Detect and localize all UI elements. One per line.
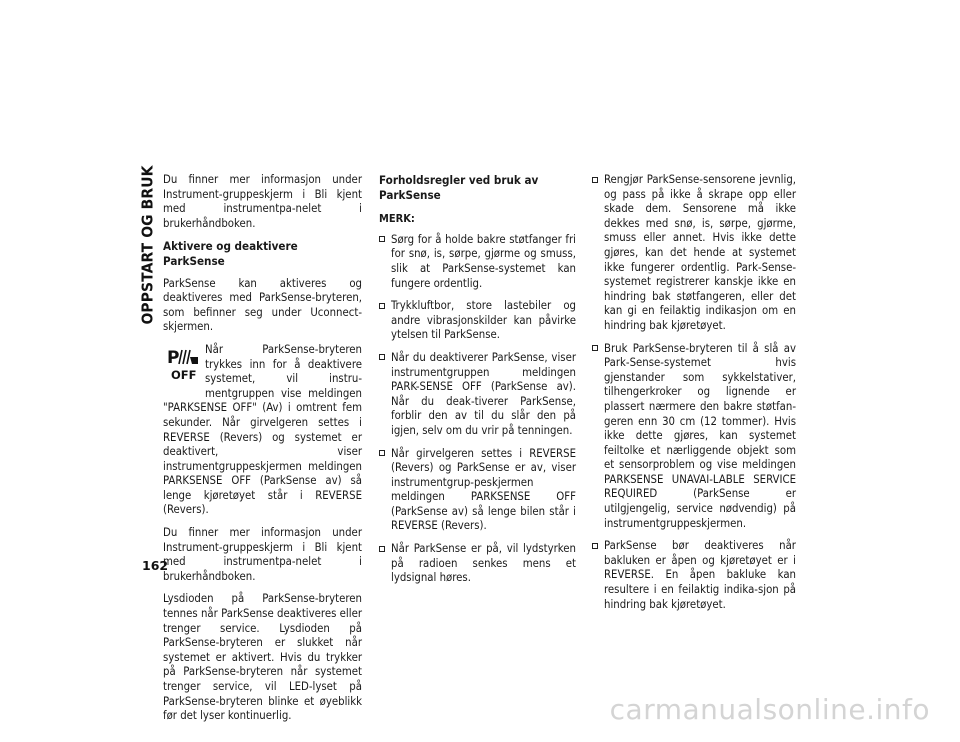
checkbox-bullet-icon <box>592 345 598 351</box>
paragraph-switch-location: ParkSense kan aktiveres og deaktiveres med ParkSense-bryteren, som befinner seg under Uconnect-skjermen. <box>163 276 362 334</box>
list-item: Når du deaktiverer ParkSense, viser instrumentgruppen meldingen PARK-SENSE OFF (ParkSense av). Når du deak-tiverer ParkSense, forblir den av til du slår den på igjen, selv om du vrir på tenningen. <box>379 351 576 439</box>
note-label: MERK: <box>379 212 415 226</box>
parksense-off-label: OFF <box>171 367 197 382</box>
page-number: 162 <box>142 558 169 573</box>
heading-activate-deactivate: Aktivere og deaktivere ParkSense <box>163 239 298 268</box>
checkbox-bullet-icon <box>379 450 385 456</box>
list-item: ParkSense bør deaktiveres når bakluken er åpen og kjøretøyet er i REVERSE. En åpen bakluke kan resultere i en feilaktig indika-sjon på hindring bak kjøretøyet. <box>592 539 796 612</box>
checkbox-bullet-icon <box>379 236 385 242</box>
paragraph-more-info: Du finner mer informasjon under Instrument-gruppeskjerm i Bli kjent med instrumentpa-nelet i brukerhåndboken. <box>163 526 362 583</box>
parksense-off-icon <box>163 344 203 388</box>
list-item: Rengjør ParkSense-sensorene jevnlig, og pass på ikke å skrape opp eller skade dem. Sensorene må ikke dekkes med snø, is, sørpe, gjørme, smuss eller annet. Hvis ikke dette gjøres, kan det hende at systemet ikke fungerer ordentlig. Park-Sense-systemet registrerer kanskje ikke en hindring bak støtfangeren, eller det kan gi en feilaktig indikasjon om en hindring bak kjøretøyet. <box>592 173 796 334</box>
switch-pressed-text: Når ParkSense-bryteren trykkes inn for å deaktivere systemet, vil instru-mentgruppen vise meldingen "PARKSENSE OFF" (Av) i omtrent fem sekunder. Når girvelgeren settes i REVERSE (Revers) og systemet er deaktivert, viser instrumentgruppeskjermen meldingen PARKSENSE OFF (ParkSense av) så lenge kjøretøyet står i REVERSE (Revers). <box>163 342 362 517</box>
list-item: Sørg for å holde bakre støtfanger fri for snø, is, sørpe, gjørme og smuss, slik at ParkSense-systemet kan fungere ordentlig. <box>379 233 576 291</box>
list-item: Trykkluftbor, store lastebiler og andre vibrasjonskilder kan påvirke ytelsen til ParkSense. <box>379 299 576 343</box>
section-tab-label: OPPSTART OG BRUK <box>139 165 157 325</box>
precautions-list-continued <box>592 173 796 612</box>
column-middle <box>379 173 576 594</box>
checkbox-bullet-icon <box>379 546 385 552</box>
list-item: Bruk ParkSense-bryteren til å slå av Park-Sense-systemet hvis gjenstander som sykkelstativer, tilhengerkroker og lignende er plassert nærmere den bakre støtfan-geren enn 30 cm (12 tommer). Hvis ikke dette gjøres, kan systemet feiltolke et nærliggende objekt som et sensorproblem og vise meldingen PARKSENSE UNAVAI-LABLE SERVICE REQUIRED (ParkSense er utilgjengelig, service nødvendig) på instrumentgruppeskjermen. <box>592 342 796 532</box>
list-item: Når ParkSense er på, vil lydstyrken på radioen senkes mens et lydsignal høres. <box>379 542 576 586</box>
watermark: carmanualsonline.info <box>609 693 930 726</box>
paragraph-switch-pressed <box>163 343 362 518</box>
section-tab <box>137 165 159 325</box>
checkbox-bullet-icon <box>379 354 385 360</box>
precautions-list <box>379 233 576 586</box>
list-item: Når girvelgeren settes i REVERSE (Revers) og ParkSense er av, viser instrumentgrup-peskjermen meldingen PARKSENSE OFF (ParkSense av) så lenge bilen står i REVERSE (Revers). <box>379 447 576 535</box>
checkbox-bullet-icon <box>379 303 385 309</box>
heading-precautions: Forholdsregler ved bruk av ParkSense <box>379 173 539 202</box>
svg-text:P: P <box>167 347 180 368</box>
parksense-symbol-icon <box>167 346 199 368</box>
column-left <box>163 173 362 732</box>
checkbox-bullet-icon <box>592 177 598 183</box>
intro-paragraph: Du finner mer informasjon under Instrument-gruppeskjerm i Bli kjent med instrumentpa-nelet i brukerhåndboken. <box>163 173 362 230</box>
column-right <box>592 173 796 620</box>
checkbox-bullet-icon <box>592 543 598 549</box>
paragraph-led: Lysdioden på ParkSense-bryteren tennes når ParkSense deaktiveres eller trenger service. Lysdioden på ParkSense-bryteren er slukket når systemet er aktivert. Hvis du trykker på ParkSense-bryteren når systemet trenger service, vil LED-lyset på ParkSense-bryteren blinke et øyeblikk før det lyser kontinuerlig. <box>163 592 362 723</box>
